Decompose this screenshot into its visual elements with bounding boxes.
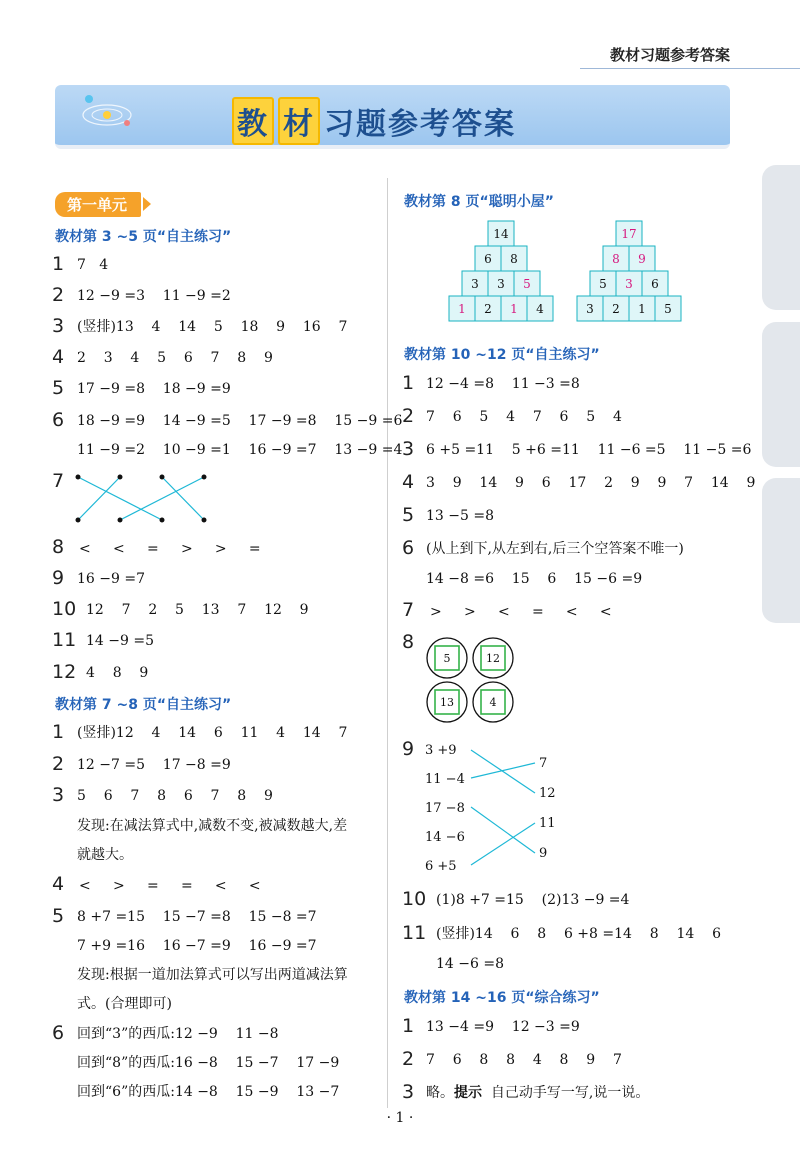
item-number: 3: [402, 438, 415, 460]
answer-text: 式。(合理即可): [77, 996, 172, 1012]
result-value: 9: [539, 846, 548, 861]
answer-text: 13 −5 =8: [426, 508, 494, 524]
item-number: 3: [52, 784, 65, 806]
answer-text: 14 −9 =5: [86, 633, 154, 649]
answer-text: 13 −4 =9 12 −3 =9: [426, 1019, 580, 1035]
pyramid-value: 8: [510, 252, 518, 266]
item-number: 8: [402, 631, 415, 653]
pyramid-value: 2: [612, 302, 620, 316]
pyramid-value: 5: [664, 302, 672, 316]
item-number: 5: [52, 905, 65, 927]
answer-text: 7 6 8 8 4 8 9 7: [426, 1052, 622, 1068]
answer-text: 6 +5 =11 5 +6 =11 11 −6 =5 11 −5 =6: [426, 442, 752, 458]
item-number: 2: [52, 753, 65, 775]
answer-text: > > < = < <: [430, 604, 612, 620]
item-number: 9: [402, 738, 415, 760]
pyramid-value: 1: [638, 302, 646, 316]
item-number: 5: [52, 377, 65, 399]
result-value: 12: [539, 786, 556, 801]
answer-text: 3 9 14 9 6 17 2 9 9 7 14 9: [426, 475, 756, 491]
title-highlight-1: 教: [232, 97, 274, 145]
section-title: 教材第 7 ~8 页“自主练习”: [55, 697, 232, 713]
answer-text: (1)8 +7 =15 (2)13 −9 =4: [436, 892, 630, 908]
pyramid-value: 4: [536, 302, 544, 316]
item-number: 1: [402, 1015, 415, 1037]
title-highlight-2: 材: [278, 97, 320, 145]
header-rule: [580, 68, 800, 69]
pyramid-value: 6: [484, 252, 492, 266]
matching-lines-figure: [70, 470, 220, 530]
column-divider: [387, 178, 388, 1108]
item-number: 6: [52, 409, 65, 431]
pyramid-value: 14: [493, 227, 509, 241]
answer-text: 12 −9 =3 11 −9 =2: [77, 288, 231, 304]
section-title: 教材第 10 ~12 页“自主练习”: [404, 347, 600, 363]
section-title: 教材第 14 ~16 页“综合练习”: [404, 990, 600, 1006]
answer-text: < < = > > =: [79, 541, 261, 557]
item-number: 10: [52, 598, 77, 620]
item-number: 9: [52, 567, 65, 589]
answer-text: 14 −8 =6 15 6 15 −6 =9: [426, 571, 643, 587]
page-title: [232, 97, 516, 145]
answer-text: 4 8 9: [86, 665, 149, 681]
item-number: 1: [402, 372, 415, 394]
pyramid-value: 3: [625, 277, 633, 291]
answer-text: 12 −4 =8 11 −3 =8: [426, 376, 580, 392]
item-number: 12: [52, 661, 77, 683]
item-number: 5: [402, 504, 415, 526]
pyramid-value: 2: [484, 302, 492, 316]
running-header: 教材习题参考答案: [609, 46, 730, 64]
item-number: 6: [52, 1022, 65, 1044]
answer-text: 7 6 5 4 7 6 5 4: [426, 409, 622, 425]
title-rest: 习题参考答案: [324, 107, 516, 142]
answer-text: 12 −7 =5 17 −8 =9: [77, 757, 231, 773]
section-title: 教材第 3 ~5 页“自主练习”: [55, 229, 232, 245]
unit-badge: 第一单元: [55, 192, 141, 217]
number-pyramid-2: [576, 220, 686, 330]
answer-text: (竖排)12 4 14 6 11 4 14 7: [77, 725, 348, 741]
answer-text: < > = = < <: [79, 878, 261, 894]
answer-text: (竖排)14 6 8 6 +8 =14 8 14 6: [436, 926, 721, 942]
expression: 14 −6: [425, 830, 465, 845]
item-number: 2: [52, 284, 65, 306]
page-number: · 1 ·: [386, 1110, 414, 1126]
answer-text: 发现:在减法算式中,减数不变,被减数越大,差: [77, 818, 348, 834]
expression: 17 −8: [425, 801, 465, 816]
answer-text: 18 −9 =9 14 −9 =5 17 −9 =8 15 −9 =6: [77, 413, 403, 429]
expression: 11 −4: [425, 772, 465, 787]
planet-icon: [79, 85, 139, 145]
item-number: 3: [402, 1081, 415, 1103]
pyramid-value: 1: [458, 302, 466, 316]
expression: 6 +5: [425, 859, 457, 874]
answer-text: 略。: [426, 1085, 454, 1101]
item-number: 4: [402, 471, 415, 493]
item-number: 7: [402, 599, 415, 621]
answer-text: 回到“8”的西瓜:16 −8 15 −7 17 −9: [77, 1055, 340, 1071]
answer-text: 7 +9 =16 16 −7 =9 16 −9 =7: [77, 938, 317, 954]
item-number: 4: [52, 873, 65, 895]
item-number: 7: [52, 470, 65, 492]
result-value: 7: [539, 756, 548, 771]
answer-text: (从上到下,从左到右,后三个空答案不唯一): [426, 541, 684, 557]
number-pyramid-1: [448, 220, 558, 330]
section-title: 教材第 8 页“聪明小屋”: [404, 194, 554, 210]
answer-text: 发现:根据一道加法算式可以写出两道减法算: [77, 967, 348, 983]
answer-text: 2 3 4 5 6 7 8 9: [77, 350, 273, 366]
circle-value: 13: [440, 696, 454, 709]
pyramid-value: 3: [471, 277, 479, 291]
expression: 3 +9: [425, 743, 457, 758]
side-tab-2[interactable]: [762, 322, 800, 467]
circle-value: 12: [486, 652, 500, 665]
answer-text: 14 −6 =8: [436, 956, 504, 972]
item-number: 1: [52, 253, 65, 275]
side-tab-3[interactable]: [762, 478, 800, 623]
pyramid-value: 8: [612, 252, 620, 266]
result-value: 11: [539, 816, 556, 831]
answer-text: 7 4: [77, 257, 109, 273]
item-number: 6: [402, 537, 415, 559]
side-tab-1[interactable]: [762, 165, 800, 310]
item-number: 3: [52, 315, 65, 337]
hint-label: 提示: [454, 1085, 482, 1101]
pyramid-value: 5: [523, 277, 531, 291]
circle-value: 5: [443, 652, 451, 665]
item-number: 1: [52, 721, 65, 743]
pyramid-value: 3: [586, 302, 594, 316]
pyramid-value: 5: [599, 277, 607, 291]
pyramid-value: 6: [651, 277, 659, 291]
item-number: 11: [52, 629, 77, 651]
pyramid-value: 9: [638, 252, 646, 266]
answer-text: [426, 1084, 649, 1102]
answer-text: 12 7 2 5 13 7 12 9: [86, 602, 309, 618]
answer-text: 5 6 7 8 6 7 8 9: [77, 788, 273, 804]
matching-expressions-figure: [425, 738, 565, 878]
item-number: 11: [402, 922, 427, 944]
item-number: 10: [402, 888, 427, 910]
answer-text: 11 −9 =2 10 −9 =1 16 −9 =7 13 −9 =4: [77, 442, 403, 458]
pyramid-value: 17: [621, 227, 637, 241]
circle-value: 4: [489, 696, 497, 709]
answer-text: 17 −9 =8 18 −9 =9: [77, 381, 231, 397]
circle-square-figure: [425, 634, 525, 724]
pyramid-value: 1: [510, 302, 518, 316]
answer-text: (竖排)13 4 14 5 18 9 16 7: [77, 319, 348, 335]
pyramid-value: 3: [497, 277, 505, 291]
item-number: 4: [52, 346, 65, 368]
answer-text: 8 +7 =15 15 −7 =8 15 −8 =7: [77, 909, 317, 925]
answer-text: 16 −9 =7: [77, 571, 145, 587]
answer-text: 回到“3”的西瓜:12 −9 11 −8: [77, 1026, 279, 1042]
item-number: 2: [402, 1048, 415, 1070]
answer-text: 回到“6”的西瓜:14 −8 15 −9 13 −7: [77, 1084, 340, 1100]
answer-text: 就越大。: [77, 847, 133, 863]
item-number: 8: [52, 536, 65, 558]
item-number: 2: [402, 405, 415, 427]
hint-text: 自己动手写一写,说一说。: [482, 1085, 650, 1101]
